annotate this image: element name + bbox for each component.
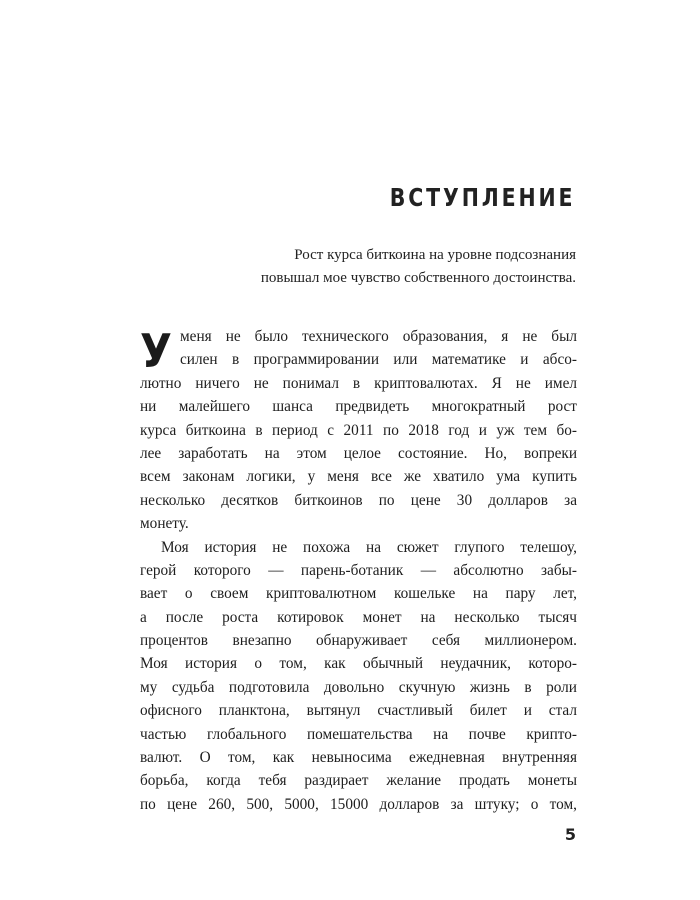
- text-line: лютно ничего не понимал в криптовалютах. Я не имел: [140, 374, 577, 392]
- text-line: курса биткоина в период с 2011 по 2018 год и уж тем бо-: [140, 421, 577, 439]
- text-line: вает о своем криптовалютном кошельке на пару лет,: [140, 585, 577, 603]
- text-line: ни малейшего шанса предвидеть многократный рост: [140, 398, 577, 416]
- page-number: 5: [564, 825, 576, 844]
- text-line: му судьба подготовила довольно скучную жизнь в роли: [140, 678, 577, 696]
- text-line: Моя история о том, как обычный неудачник, которо-: [140, 655, 577, 673]
- epigraph-line: повышал мое чувство собственного достоинства.: [260, 270, 576, 286]
- epigraph-line: Рост курса биткоина на уровне подсознания: [294, 247, 576, 263]
- text-line: лее заработать на этом целое состояние. Но, вопреки: [140, 444, 577, 462]
- text-line: процентов внезапно обнаруживает себя миллионером.: [140, 632, 577, 650]
- text-line: силен в программировании или математике и абсо-: [180, 351, 577, 369]
- text-line: борьба, когда тебя раздирает желание продать монеты: [140, 772, 577, 790]
- chapter-title: ВСТУПЛЕНИЕ: [389, 183, 575, 212]
- epigraph: [236, 244, 576, 290]
- chapter-body: [140, 325, 577, 816]
- text-line: Моя история не похожа на сюжет глупого телешоу,: [161, 538, 577, 556]
- text-line: частью глобального помешательства на почве крипто-: [140, 725, 577, 743]
- text-line: меня не было технического образования, я не был: [180, 328, 577, 345]
- text-line: валют. О том, как невыносима ежедневная внутренняя: [140, 749, 577, 767]
- drop-cap: У: [140, 324, 172, 378]
- text-line: а после роста котировок монет на несколько тысяч: [140, 608, 577, 626]
- text-line: офисного планктона, вытянул счастливый билет и стал: [140, 702, 577, 720]
- text-line: всем законам логики, у меня все же хватило ума купить: [140, 468, 577, 486]
- text-line: монету.: [140, 515, 189, 533]
- text-line: несколько десятков биткоинов по цене 30 долларов за: [140, 491, 577, 509]
- text-line: по цене 260, 500, 5000, 15000 долларов за штуку; о том,: [140, 795, 577, 813]
- text-line: герой которого — парень-ботаник — абсолютно забы-: [140, 561, 577, 579]
